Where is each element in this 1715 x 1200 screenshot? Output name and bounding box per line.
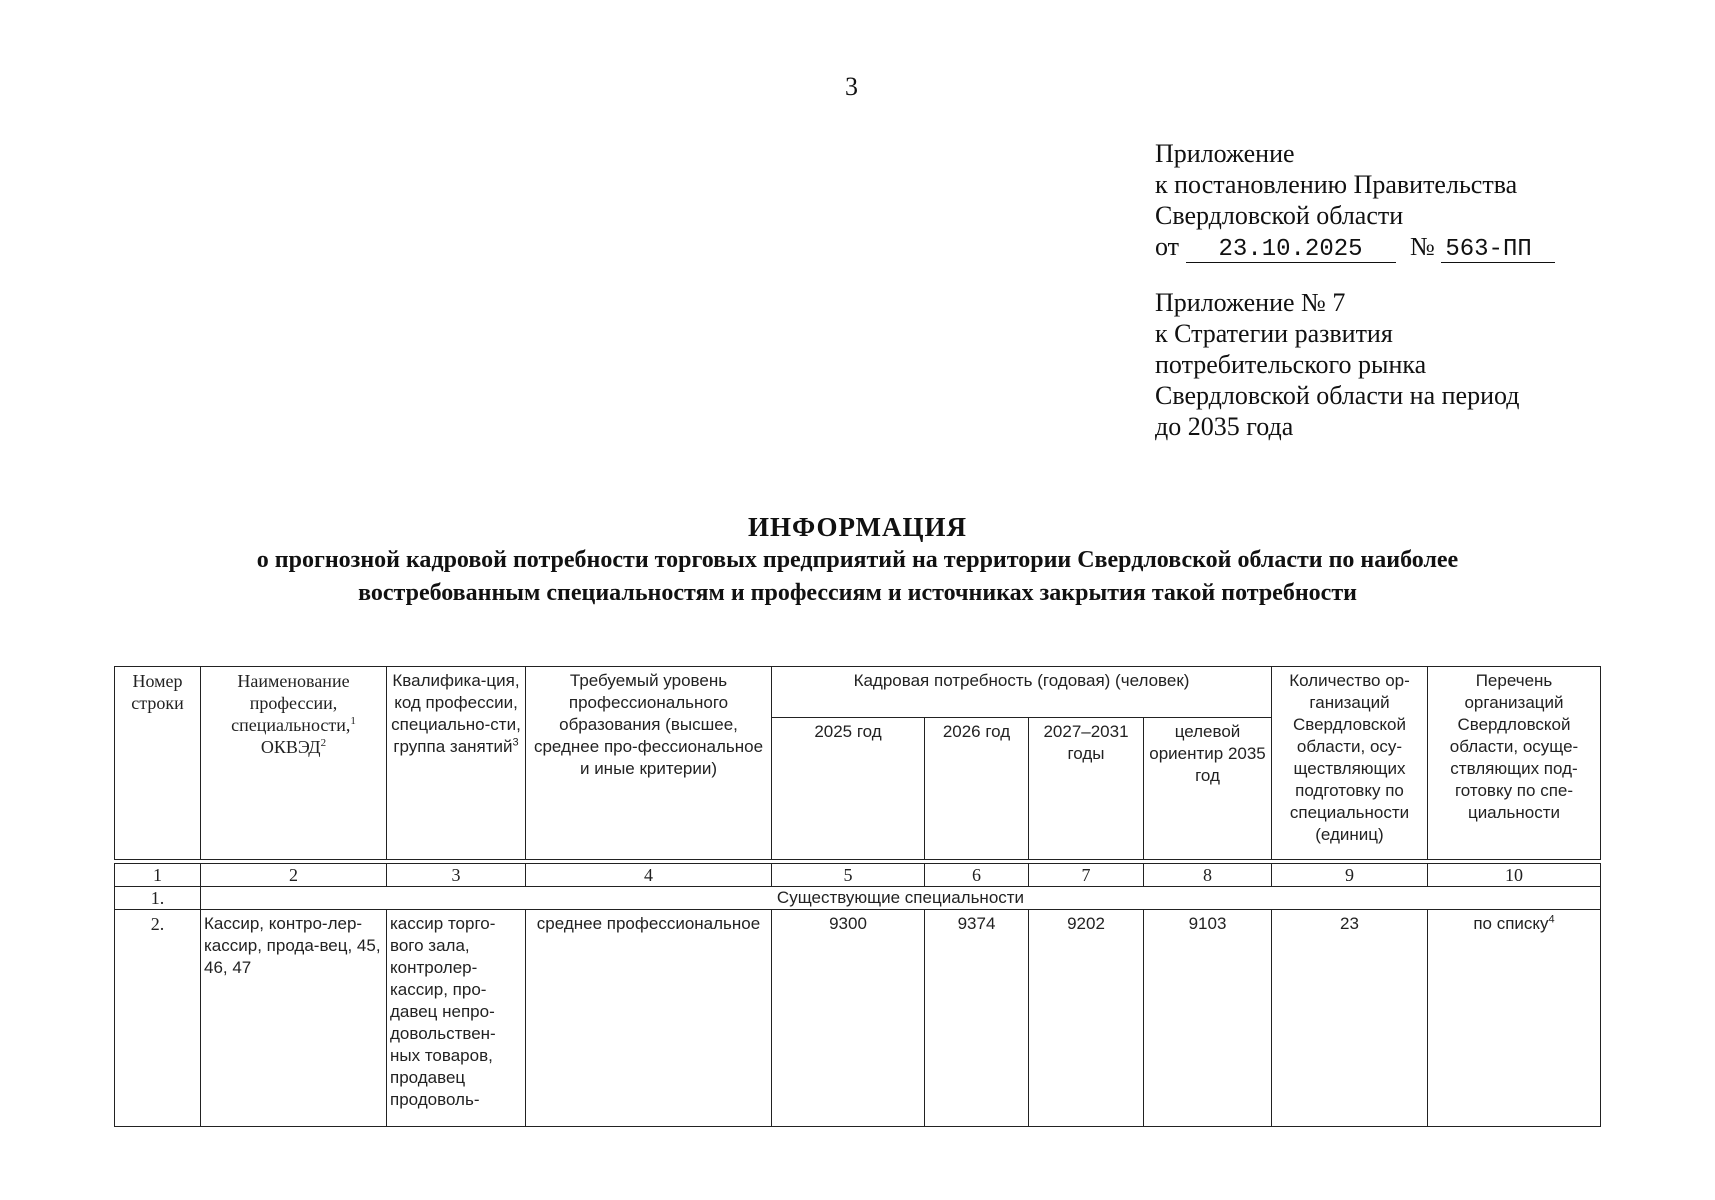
table-row xyxy=(115,910,1601,1127)
column-number: 9 xyxy=(1272,864,1428,887)
column-number: 8 xyxy=(1144,864,1272,887)
resolution-number: 563-ПП xyxy=(1441,238,1555,263)
column-number: 2 xyxy=(201,864,387,887)
header-education: Требуемый уровень профессионального образования (высшее, среднее про-фессиональное и иные критерии) xyxy=(526,667,772,860)
header-year-2026: 2026 год xyxy=(925,718,1029,860)
title-subtitle-line: востребованным специальностям и профессиям и источниках закрытия такой потребности xyxy=(358,580,1357,606)
row-number: 2. xyxy=(115,910,201,1127)
number-label: № xyxy=(1410,232,1435,261)
page-number: 3 xyxy=(845,72,858,101)
column-number: 1 xyxy=(115,864,201,887)
document-title xyxy=(0,510,1715,610)
title-main: ИНФОРМАЦИЯ xyxy=(748,512,967,542)
header-org-count: Количество ор-ганизаций Свердловской области, осу-ществляющих подготовку по специальности (единиц) xyxy=(1272,667,1428,860)
staffing-demand-table xyxy=(114,666,1601,1127)
row-org-list: по списку$^4$ xyxy=(1428,910,1601,1127)
section-row xyxy=(115,887,1601,910)
appendix-title: Приложение № 7 xyxy=(1155,288,1346,317)
row-qualification: кассир торго-вого зала, контролер-кассир, про-давец непро-довольствен-ных товаров, продавец продоволь- xyxy=(387,910,526,1127)
column-number: 6 xyxy=(925,864,1029,887)
row-target-2035: 9103 xyxy=(1144,910,1272,1127)
row-demand-2026: 9374 xyxy=(925,910,1029,1127)
title-subtitle-line: о прогнозной кадровой потребности торговых предприятий на территории Свердловской области по наиболее xyxy=(256,547,1459,573)
appendix-line: Свердловской области на период xyxy=(1155,381,1520,410)
row-org-count: 23 xyxy=(1272,910,1428,1127)
header-target-2035: целевой ориентир 2035 год xyxy=(1144,718,1272,860)
appendix-resolution-block xyxy=(1155,138,1555,263)
appendix-line: до 2035 года xyxy=(1155,412,1294,441)
section-label: Существующие специальности xyxy=(201,887,1601,910)
header-profession: Наименование профессии, специальности,$^1$ ОКВЭД$^2$ xyxy=(201,667,387,860)
column-number: 5 xyxy=(772,864,925,887)
header-row-number: Номер строки xyxy=(115,667,201,860)
column-number: 4 xyxy=(526,864,772,887)
section-number: 1. xyxy=(115,887,201,910)
column-number: 10 xyxy=(1428,864,1601,887)
appendix-line: к Стратегии развития xyxy=(1155,319,1393,348)
appendix-line: потребительского рынка xyxy=(1155,350,1427,379)
resolution-date: 23.10.2025 xyxy=(1186,238,1396,263)
column-number: 7 xyxy=(1029,864,1144,887)
column-number: 3 xyxy=(387,864,526,887)
appendix-date-line xyxy=(1155,231,1555,263)
header-demand-group: Кадровая потребность (годовая) (человек) xyxy=(772,667,1272,718)
header-year-2025: 2025 год xyxy=(772,718,925,860)
row-education: среднее профессиональное xyxy=(526,910,772,1127)
column-number-row xyxy=(115,864,1601,887)
appendix-title: Приложение xyxy=(1155,139,1295,168)
header-qualification: Квалифика-ция, код профессии, специально-сти, группа занятий$^3$ xyxy=(387,667,526,860)
appendix-line: Свердловской области xyxy=(1155,201,1404,230)
header-years-2027-2031: 2027–2031 годы xyxy=(1029,718,1144,860)
row-demand-2027-2031: 9202 xyxy=(1029,910,1144,1127)
row-profession: Кассир, контро-лер-кассир, прода-вец, 45, 46, 47 xyxy=(201,910,387,1127)
appendix-line: к постановлению Правительства xyxy=(1155,170,1518,199)
row-demand-2025: 9300 xyxy=(772,910,925,1127)
appendix-strategy-block xyxy=(1155,287,1519,442)
from-label: от xyxy=(1155,232,1180,261)
header-org-list: Перечень организаций Свердловской области, осуще-ствляющих под-готовку по спе-циальности xyxy=(1428,667,1601,860)
